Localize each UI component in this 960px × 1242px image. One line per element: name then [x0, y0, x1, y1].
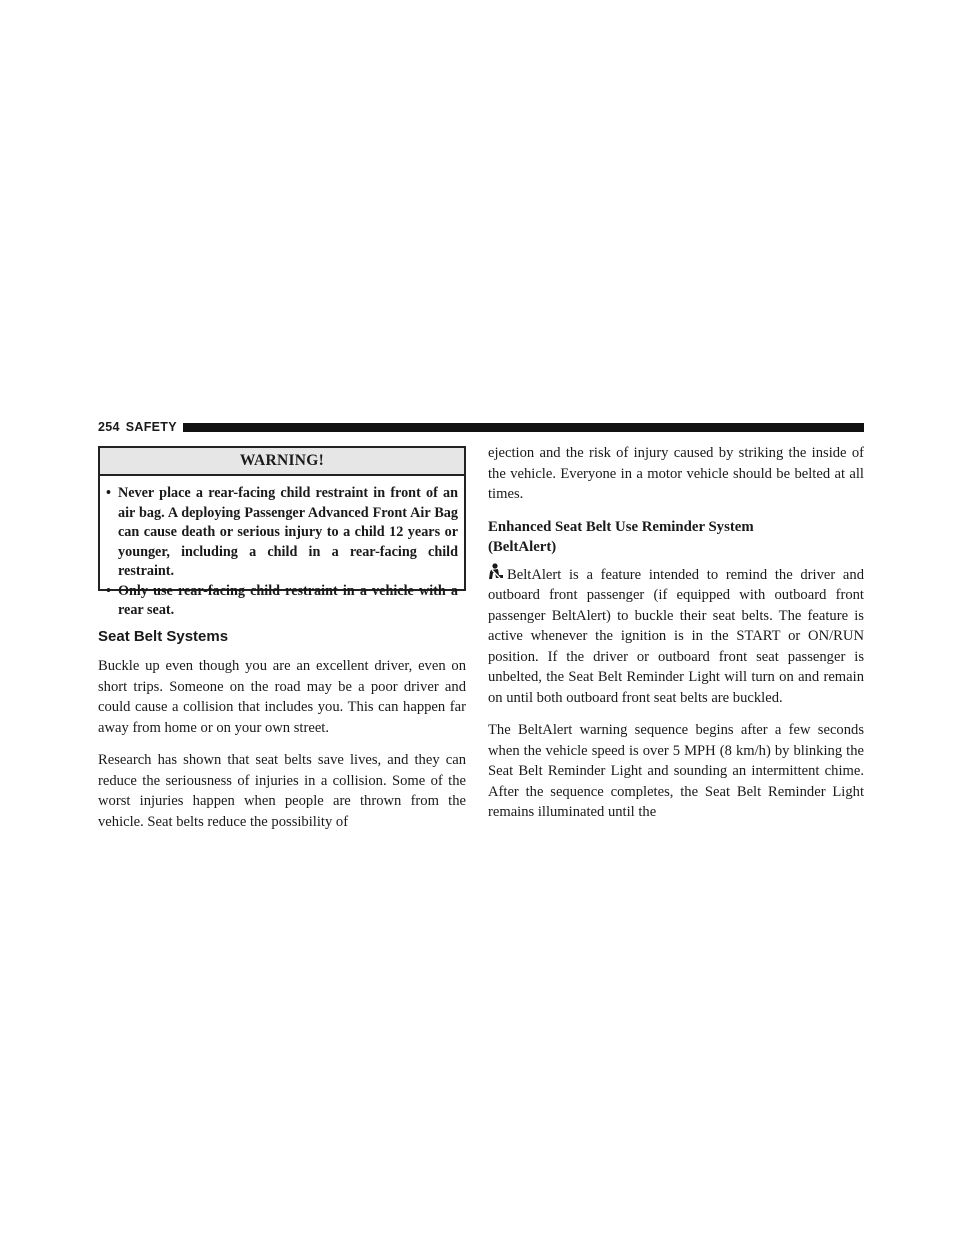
left-column — [98, 628, 466, 844]
right-column — [488, 443, 864, 835]
page-header — [98, 418, 864, 436]
beltalert-paragraph-1-text: BeltAlert is a feature intended to remind the driver and outboard front passenger (if equipped with outboard front passenger BeltAlert) to buckle their seat belts. The feature is active whenever the ignition is in the START or ON/RUN position. If the driver or outboard front seat passenger is unbelted, the Seat Belt Reminder Light will turn on and remain on until both outboard front seat belts are buckled. — [488, 566, 864, 706]
seat-belt-paragraph-2: Research has shown that seat belts save lives, and they can reduce the seriousness of injuries in a collision. Some of the worst injuries happen when people are thrown from the vehicle. Seat belts reduce the possibility of — [98, 752, 466, 830]
warning-box — [98, 446, 466, 618]
warning-bullet: • Never place a rear-facing child restraint in front of an air bag. A deploying Passenger Advanced Front Air Bag can cause death or serious injury to a child 12 years or younger, including a child in a rear-facing child restraint. — [106, 485, 458, 579]
continuation-paragraph: ejection and the risk of injury caused by striking the inside of the vehicle. Everyone in a motor vehicle should be belted at all times. — [488, 445, 864, 502]
header-rule — [183, 423, 864, 432]
seat-belt-paragraph-1: Buckle up even though you are an excellent driver, even on short trips. Someone on the road may be a poor driver and could cause a collision that includes you. This can happen far away from home or on your own street. — [98, 658, 466, 736]
beltalert-heading-line-1: Enhanced Seat Belt Use Reminder System — [488, 518, 754, 535]
beltalert-paragraph-2: The BeltAlert warning sequence begins after a few seconds when the vehicle speed is over 5 MPH (8 km/h) by blinking the Seat Belt Reminder Light and sounding an intermittent chime. After the sequence completes, the Seat Belt Reminder Light remains illuminated until the — [488, 722, 864, 820]
warning-bullet: • Only use rear-facing child restraint in a vehicle with a rear seat. — [106, 582, 458, 618]
seat-belt-systems-heading: Seat Belt Systems — [98, 628, 229, 645]
beltalert-heading — [488, 517, 864, 557]
warning-list — [100, 476, 464, 621]
warning-bullet-text: Only use rear-facing child restraint in a vehicle with a rear seat. — [118, 582, 458, 618]
warning-bullet-text: Never place a rear-facing child restraint in front of an air bag. A deploying Passenger Advanced Front Air Bag can cause death or serious injury to a child 12 years or younger, including a child in a rear-facing child restraint. — [118, 485, 458, 579]
page-number: 254 — [98, 420, 120, 434]
beltalert-paragraph-1 — [488, 563, 864, 709]
seatbelt-warning-icon — [488, 563, 505, 581]
warning-title: WARNING! — [100, 448, 464, 476]
beltalert-heading-line-2: (BeltAlert) — [488, 538, 557, 555]
section-title: SAFETY — [125, 420, 177, 434]
